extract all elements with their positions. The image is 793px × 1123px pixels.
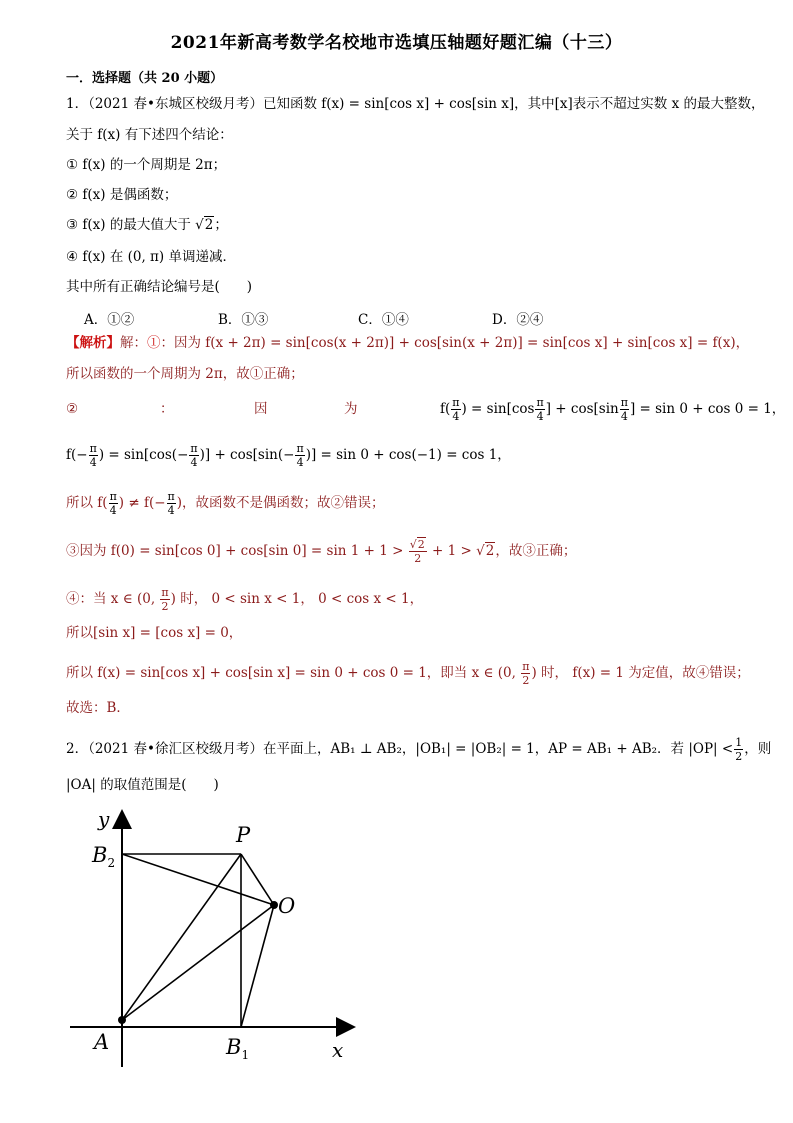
fraction (160, 586, 169, 613)
frac-num: π (522, 660, 530, 673)
fraction (620, 396, 629, 423)
fraction (109, 490, 118, 517)
q1-option-b: B．①③ (218, 312, 269, 328)
label-b1: $B_1$ (226, 1035, 250, 1062)
f-text: ，故③正确； (495, 543, 577, 559)
frac-num: π (620, 396, 628, 409)
frac-den: 2 (161, 600, 169, 613)
q1-statement-4: ④ f(x) 在 (0, π) 单调递减． (66, 249, 236, 265)
fraction (535, 396, 544, 423)
point-o (270, 901, 278, 909)
geometry-figure (60, 805, 360, 1070)
segment-p-o (241, 854, 274, 905)
segment-b1-o (241, 905, 274, 1027)
solution-l1-text: ：因为 f(x + 2π) = sin[cos(x + 2π)] + cos[sin(x + 2π)] = sin[cos x] + sin[cos x] = f(x)， (160, 335, 750, 351)
solution-line-3-formula (440, 396, 785, 423)
fraction (734, 736, 743, 763)
f-text: f(− (66, 447, 88, 463)
f-text: ) = sin[cos (461, 401, 535, 417)
segment-a-p (122, 854, 241, 1020)
q1-statement-2: ② f(x) 是偶函数； (66, 187, 178, 203)
radicand: 2 (417, 538, 425, 551)
f-text: ③因为 f(0) = sin[cos 0] + cos[sin 0] = sin 1 + 1 > (66, 543, 408, 559)
solution-l3-yin: 因 (254, 401, 268, 417)
fraction (189, 442, 198, 469)
frac-den: 4 (89, 456, 97, 469)
label-y: y (98, 807, 110, 831)
solution-line-1 (66, 334, 749, 352)
q1-intro2: 关于 f(x) 有下述四个结论： (66, 127, 233, 143)
fraction (521, 660, 530, 687)
f-text: )] + cos[sin(− (199, 447, 295, 463)
section-title: 一．选择题（共 20 小题） (66, 71, 224, 86)
q2-text-end: ，则 (744, 741, 772, 757)
solution-l3-wei: 为 (344, 401, 358, 417)
frac-den: 4 (452, 410, 460, 423)
frac-den: 4 (296, 456, 304, 469)
point-a (118, 1016, 126, 1024)
label-o: O (278, 894, 296, 918)
frac-den: 2 (414, 552, 422, 565)
q1-option-d: D．②④ (492, 312, 544, 328)
q2-text: 2．（2021 春•徐汇区校级月考）在平面上，AB₁ ⊥ AB₂，|OB₁| = |OB₂| = 1，AP = AB₁ + AB₂．若 |OP| < (66, 741, 734, 757)
frac-den: 4 (536, 410, 544, 423)
frac-num: π (89, 442, 97, 455)
solution-line-10: 故选：B． (66, 700, 130, 716)
q1-statement-3-radicand: 2 (204, 217, 214, 233)
frac-den: 4 (167, 504, 175, 517)
label-x: x (332, 1038, 344, 1062)
f-text: ) 时， 0 < sin x < 1， 0 < cos x < 1， (170, 591, 424, 607)
solution-line-7 (66, 586, 423, 613)
frac-den: 4 (109, 504, 117, 517)
q1-ask: 其中所有正确结论编号是( ) (66, 279, 253, 295)
frac-den: 2 (735, 750, 743, 763)
fraction (295, 442, 304, 469)
fraction: $\frac{√2}{2}$ (409, 538, 425, 565)
solution-line-6: ③因为 f(0) = sin[cos 0] + cos[sin 0] = sin 1 + 1 > $\frac{√2}{2}$ + 1 > √2，故③正确； (66, 538, 577, 565)
q2-line-1 (66, 736, 771, 763)
f-text: ④：当 x ∈ (0, (66, 591, 160, 607)
f-text: 所以 f(x) = sin[cos x] + cos[sin x] = sin 0 + cos 0 = 1，即当 x ∈ (0, (66, 665, 521, 681)
solution-l1-pre: 解： (120, 335, 147, 351)
f-text: ) ≠ f(− (118, 495, 166, 511)
segment-a-o (122, 905, 274, 1020)
f-text: )，故函数不是偶函数；故②错误； (176, 495, 385, 511)
frac-num: π (296, 442, 304, 455)
solution-line-8: 所以[sin x] = [cos x] = 0， (66, 625, 243, 641)
solution-l1-mark: ① (147, 335, 161, 351)
frac-den: 2 (522, 674, 530, 687)
solution-line-4 (66, 442, 511, 469)
frac-num: π (452, 396, 460, 409)
solution-line-2: 所以函数的一个周期为 2π，故①正确； (66, 366, 304, 382)
frac-num: π (109, 490, 117, 503)
solution-line-5 (66, 490, 385, 517)
frac-num: π (536, 396, 544, 409)
radicand: 2 (485, 543, 495, 559)
label-a: A (94, 1030, 110, 1054)
solution-l3-colon: ： (160, 401, 174, 417)
page-title: 2021年新高考数学名校地市选填压轴题好题汇编（十三） (170, 33, 623, 53)
label-p: P (236, 823, 251, 847)
q1-statement-3: ③ f(x) 的最大值大于 √2； (66, 217, 228, 233)
q1-option-a: A．①② (84, 312, 135, 328)
f-text: ) 时， f(x) = 1 为定值，故④错误； (531, 665, 750, 681)
frac-den: 4 (620, 410, 628, 423)
frac-num: π (190, 442, 198, 455)
q1-statement-1: ① f(x) 的一个周期是 2π； (66, 157, 227, 173)
fraction (167, 490, 176, 517)
f-text: f( (440, 401, 451, 417)
q1-intro: 1．（2021 春•东城区校级月考）已知函数 f(x) = sin[cos x] + cos[sin x]，其中[x]表示不超过实数 x 的最大整数， (66, 96, 765, 112)
f-text: )] = sin 0 + cos(−1) = cos 1， (305, 447, 511, 463)
f-text: ] = sin 0 + cos 0 = 1， (629, 401, 786, 417)
f-text: + 1 > (427, 543, 477, 559)
fraction (451, 396, 460, 423)
q1-statement-3-end: ； (214, 217, 228, 233)
fraction (89, 442, 98, 469)
f-text: ) = sin[cos(− (98, 447, 189, 463)
f-text: ] + cos[sin (545, 401, 619, 417)
solution-l3-mark: ② (66, 401, 79, 417)
f-text: 所以 f( (66, 495, 108, 511)
q1-option-c: C．①④ (358, 312, 409, 328)
segment-b2-o (122, 854, 274, 905)
frac-num: 1 (735, 736, 743, 749)
q2-line-2: |OA| 的取值范围是( ) (66, 777, 219, 793)
frac-den: 4 (190, 456, 198, 469)
label-b2: $B_2$ (92, 843, 116, 870)
solution-line-9 (66, 660, 750, 687)
solution-tag: 【解析】 (66, 335, 120, 351)
frac-num: π (167, 490, 175, 503)
frac-num: π (161, 586, 169, 599)
q1-statement-3-text: ③ f(x) 的最大值大于 (66, 217, 196, 233)
